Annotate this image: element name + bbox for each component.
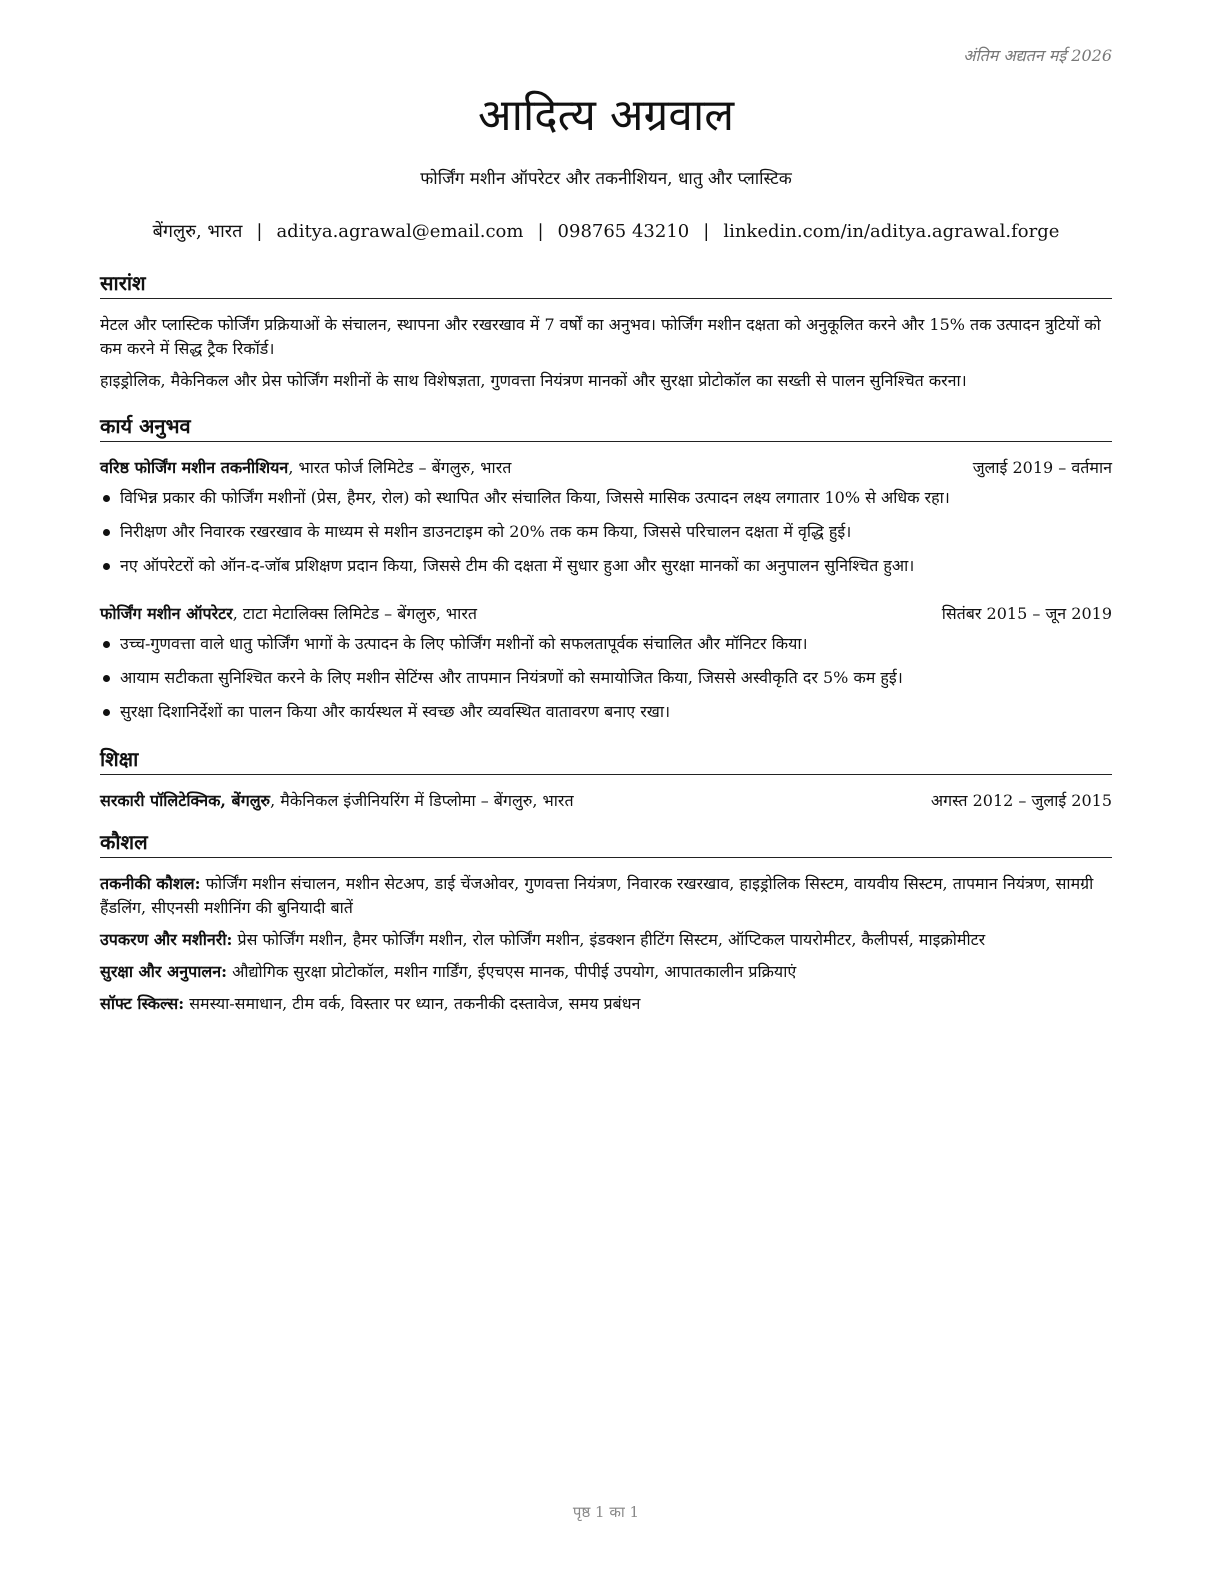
section-title-education: शिक्षा bbox=[100, 746, 1112, 775]
summary-paragraph: हाइड्रोलिक, मैकेनिकल और प्रेस फोर्जिंग मशीनों के साथ विशेषज्ञता, गुणवत्ता नियंत्रण मानकों और सुरक्षा प्रोटोकॉल का सख्ती से पालन सुनिश्चित करना। bbox=[100, 371, 967, 390]
contact-linkedin[interactable]: linkedin.com/in/aditya.agrawal.forge bbox=[723, 221, 1060, 242]
summary-section bbox=[100, 270, 1112, 393]
bullet-icon bbox=[103, 563, 110, 570]
section-title-summary: सारांश bbox=[100, 270, 1112, 299]
bullet-text: विभिन्न प्रकार की फोर्जिंग मशीनों (प्रेस, हैमर, रोल) को स्थापित और संचालित किया, जिससे मासिक उत्पादन लक्ष्य लगातार 10% से अधिक रहा। bbox=[120, 488, 950, 507]
job-entry bbox=[100, 456, 1112, 588]
job-entry bbox=[100, 602, 1112, 734]
skill-value: समस्या-समाधान, टीम वर्क, विस्तार पर ध्यान, तकनीकी दस्तावेज, समय प्रबंधन bbox=[184, 994, 641, 1013]
education-dates: अगस्त 2012 – जुलाई 2015 bbox=[930, 791, 1112, 810]
skill-label: सॉफ्ट स्किल्स: bbox=[100, 994, 185, 1013]
education-entry bbox=[100, 789, 1112, 813]
list-item bbox=[100, 554, 1112, 588]
list-item bbox=[100, 486, 1112, 520]
bullet-text: उच्च-गुणवत्ता वाले धातु फोर्जिंग भागों के उत्पादन के लिए फोर्जिंग मशीनों को सफलतापूर्वक संचालित और मॉनिटर किया। bbox=[120, 634, 808, 653]
resume-page bbox=[100, 0, 1112, 1584]
bullet-icon bbox=[103, 641, 110, 648]
skill-value: फोर्जिंग मशीन संचालन, मशीन सेटअप, डाई चेंजओवर, गुणवत्ता नियंत्रण, निवारक रखरखाव, हाइड्रोलिक सिस्टम, वायवीय सिस्टम, तापमान नियंत्रण, सामग्री हैंडलिंग, सीएनसी मशीनिंग की बुनियादी बातें bbox=[100, 874, 1094, 917]
page-number: पृष्ठ 1 का 1 bbox=[572, 1503, 640, 1521]
job-header bbox=[100, 602, 1112, 626]
contact-line bbox=[100, 219, 1112, 243]
bullet-text: नए ऑपरेटरों को ऑन-द-जॉब प्रशिक्षण प्रदान किया, जिससे टीम की दक्षता में सुधार हुआ और सुरक्षा मानकों का अनुपालन सुनिश्चित हुआ। bbox=[120, 556, 915, 575]
experience-section bbox=[100, 413, 1112, 734]
skill-row bbox=[100, 872, 1112, 920]
contact-separator: | bbox=[537, 221, 544, 242]
section-title-experience: कार्य अनुभव bbox=[100, 413, 1112, 442]
bullet-icon bbox=[103, 709, 110, 716]
contact-phone: 098765 43210 bbox=[557, 221, 690, 242]
job-bullets bbox=[100, 632, 1112, 734]
job-header bbox=[100, 456, 1112, 480]
contact-location: बेंगलुरु, भारत bbox=[152, 221, 243, 242]
skill-label: सुरक्षा और अनुपालन: bbox=[100, 962, 227, 981]
education-detail: , मैकेनिकल इंजीनियरिंग में डिप्लोमा – बेंगलुरु, भारत bbox=[270, 791, 574, 810]
education-section bbox=[100, 746, 1112, 813]
bullet-text: आयाम सटीकता सुनिश्चित करने के लिए मशीन सेटिंग्स और तापमान नियंत्रणों को समायोजित किया, जिससे अस्वीकृति दर 5% कम हुई। bbox=[120, 668, 903, 687]
list-item bbox=[100, 632, 1112, 666]
skill-value: औद्योगिक सुरक्षा प्रोटोकॉल, मशीन गार्डिंग, ईएचएस मानक, पीपीई उपयोग, आपातकालीन प्रक्रियाएं bbox=[227, 962, 797, 981]
contact-separator: | bbox=[703, 221, 710, 242]
summary-paragraph: मेटल और प्लास्टिक फोर्जिंग प्रक्रियाओं के संचालन, स्थापना और रखरखाव में 7 वर्षों का अनुभव। फोर्जिंग मशीन दक्षता को अनुकूलित करने और 15% तक उत्पादन त्रुटियों को कम करने में सिद्ध ट्रैक रिकॉर्ड। bbox=[100, 315, 1101, 358]
skill-row bbox=[100, 928, 1112, 952]
job-dates: सितंबर 2015 – जून 2019 bbox=[941, 604, 1112, 623]
education-institution: सरकारी पॉलिटेक्निक, बेंगलुरु bbox=[100, 791, 271, 810]
job-bullets bbox=[100, 486, 1112, 588]
list-item bbox=[100, 666, 1112, 700]
job-title: वरिष्ठ फोर्जिंग मशीन तकनीशियन bbox=[100, 458, 289, 477]
skill-row bbox=[100, 992, 1112, 1016]
candidate-name: आदित्य अग्रवाल bbox=[477, 90, 735, 141]
job-organization: , टाटा मेटालिक्स लिमिटेड – बेंगलुरु, भारत bbox=[232, 604, 477, 623]
skill-label: तकनीकी कौशल: bbox=[100, 874, 201, 893]
job-organization: , भारत फोर्ज लिमिटेड – बेंगलुरु, भारत bbox=[288, 458, 512, 477]
bullet-icon bbox=[103, 529, 110, 536]
section-title-skills: कौशल bbox=[100, 829, 1112, 858]
skill-label: उपकरण और मशीनरी: bbox=[100, 930, 233, 949]
job-title: फोर्जिंग मशीन ऑपरेटर bbox=[100, 604, 233, 623]
skill-value: प्रेस फोर्जिंग मशीन, हैमर फोर्जिंग मशीन, रोल फोर्जिंग मशीन, इंडक्शन हीटिंग सिस्टम, ऑप्टिकल पायरोमीटर, कैलीपर्स, माइक्रोमीटर bbox=[232, 930, 986, 949]
list-item bbox=[100, 700, 1112, 734]
bullet-text: निरीक्षण और निवारक रखरखाव के माध्यम से मशीन डाउनटाइम को 20% तक कम किया, जिससे परिचालन दक्षता में वृद्धि हुई। bbox=[120, 522, 852, 541]
bullet-icon bbox=[103, 495, 110, 502]
list-item bbox=[100, 520, 1112, 554]
bullet-icon bbox=[103, 675, 110, 682]
candidate-headline: फोर्जिंग मशीन ऑपरेटर और तकनीशियन, धातु और प्लास्टिक bbox=[420, 169, 792, 189]
skills-section bbox=[100, 829, 1112, 1016]
skill-row bbox=[100, 960, 1112, 984]
last-updated-note: अंतिम अद्यतन मई 2026 bbox=[963, 46, 1112, 65]
bullet-text: सुरक्षा दिशानिर्देशों का पालन किया और कार्यस्थल में स्वच्छ और व्यवस्थित वातावरण बनाए रखा। bbox=[120, 702, 671, 721]
job-dates: जुलाई 2019 – वर्तमान bbox=[972, 458, 1112, 477]
contact-separator: | bbox=[256, 221, 263, 242]
contact-email[interactable]: aditya.agrawal@email.com bbox=[276, 221, 524, 242]
